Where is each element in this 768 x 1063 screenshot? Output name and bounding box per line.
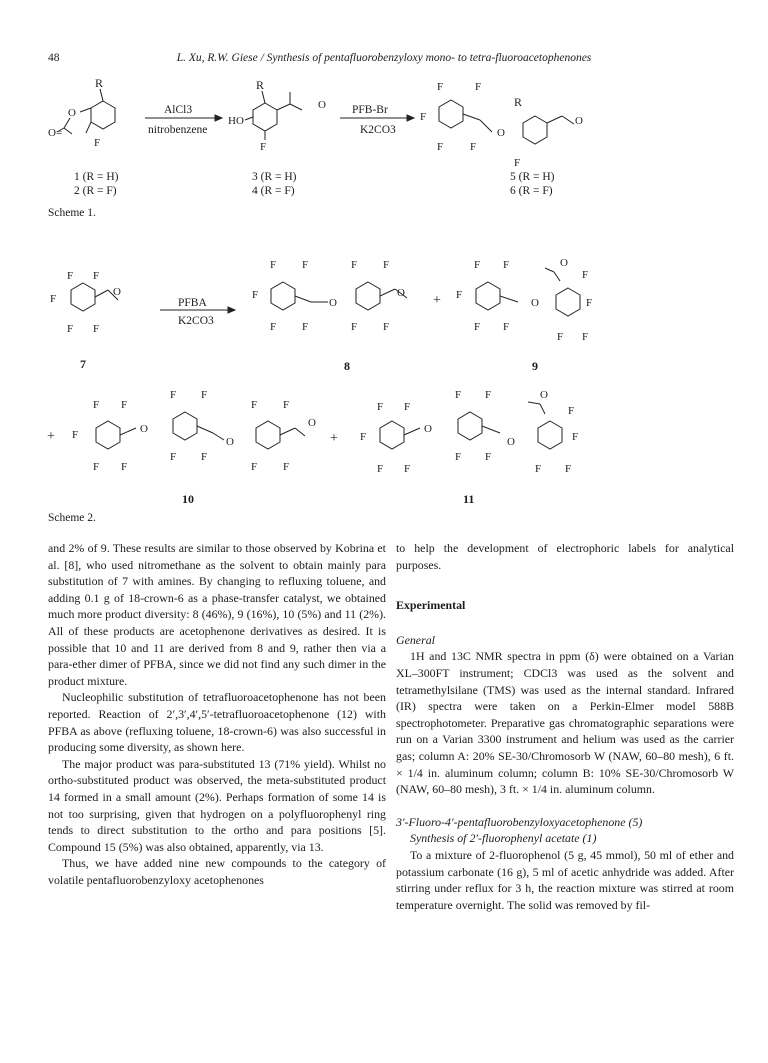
svg-text:F: F <box>474 259 481 271</box>
svg-text:F: F <box>475 81 482 93</box>
svg-text:O: O <box>507 436 515 448</box>
right-column <box>396 540 734 913</box>
svg-text:F: F <box>93 461 100 473</box>
svg-text:F: F <box>503 259 510 271</box>
svg-text:F: F <box>93 399 100 411</box>
svg-text:F: F <box>67 323 74 335</box>
compound-label-5-6: 5 (R = H) 6 (R = F) <box>510 171 555 197</box>
svg-text:F: F <box>283 399 290 411</box>
svg-text:F: F <box>201 451 208 463</box>
svg-text:R: R <box>256 78 265 92</box>
compound-10-structure <box>72 389 316 473</box>
svg-text:F: F <box>485 451 492 463</box>
svg-text:O: O <box>575 115 583 127</box>
svg-text:F: F <box>121 461 128 473</box>
svg-text:F: F <box>535 463 542 475</box>
svg-text:F: F <box>586 297 593 309</box>
compound-3-structure <box>228 78 326 153</box>
reaction-schemes <box>0 0 768 520</box>
svg-text:F: F <box>420 111 427 123</box>
compound-8-structure <box>252 259 407 333</box>
svg-text:F: F <box>377 401 384 413</box>
svg-text:HO: HO <box>228 115 244 127</box>
svg-text:F: F <box>93 323 100 335</box>
svg-text:F: F <box>568 405 575 417</box>
svg-text:O: O <box>226 436 234 448</box>
svg-text:F: F <box>201 389 208 401</box>
compound-heading: 3′-Fluoro-4′-pentafluorobenzyloxyacetophenone (5) <box>396 814 643 829</box>
svg-text:F: F <box>470 141 477 153</box>
svg-text:+: + <box>433 293 441 308</box>
svg-text:F: F <box>455 389 462 401</box>
paragraph: The major product was para-substituted 13 (71% yield). Whilst no ortho-substituted product was observed, the meta-substituted product 14 formed in a small amount (2%). Perhaps formation of some 14 is not too surprising, given that hydrogen on a polyfluorophenyl ring tends to direct substitution to the ortho and para positions [5]. Compound 15 (5%) was also obtained, apparently, via 13. <box>48 756 386 854</box>
svg-text:O: O <box>560 257 568 269</box>
scheme1-reagent1-top: AlCl3 <box>164 104 193 116</box>
scheme1-reagent2-top: PFB-Br <box>352 104 388 116</box>
svg-text:O: O <box>531 297 539 309</box>
page-number: 48 <box>48 52 60 64</box>
svg-text:F: F <box>437 81 444 93</box>
svg-text:O: O <box>113 286 121 298</box>
compound-label-7: 7 <box>80 357 86 371</box>
scheme1-reagent1-bottom: nitrobenzene <box>148 124 208 136</box>
svg-text:F: F <box>383 321 390 333</box>
svg-text:O: O <box>308 417 316 429</box>
svg-text:F: F <box>67 270 74 282</box>
paragraph: and 2% of 9. These results are similar to those observed by Kobrina et al. [8], who used nitromethane as the solvent to obtain mainly para substitution of 7 with amines. By changing to refluxing toluene, and adding 0.1 g of 18-crown-6 as a phase-transfer catalyst, we obtained much more product diversity: 8 (46%), 9 (16%), 10 (5%) and 11 (2%). All of these products are acetophenone derivatives as desired. It is possible that 10 and 11 are derived from 8 and 9, rather then via a para-ether dimer of PFBA, since we did not find any such dimer in the product mixture. <box>48 541 386 688</box>
svg-text:F: F <box>565 463 572 475</box>
svg-text:O: O <box>540 389 548 401</box>
running-head: L. Xu, R.W. Giese / Synthesis of pentafluorobenzyloxy mono- to tetra-fluoroacetophenones <box>176 52 592 64</box>
paragraph: Thus, we have added nine new compounds to the category of volatile pentafluorobenzyloxy acetophenones <box>48 856 386 887</box>
compound-label-9: 9 <box>532 359 538 373</box>
svg-text:F: F <box>351 321 358 333</box>
svg-text:F: F <box>557 331 564 343</box>
svg-text:O: O <box>329 297 337 309</box>
svg-text:F: F <box>377 463 384 475</box>
svg-text:F: F <box>404 401 411 413</box>
paragraph: to help the development of electrophoric labels for analytical purposes. <box>396 541 734 572</box>
compound-label-1-2: 1 (R = H) 2 (R = F) <box>74 171 119 197</box>
svg-text:F: F <box>121 399 128 411</box>
svg-text:F: F <box>302 259 309 271</box>
paragraph: To a mixture of 2-fluorophenol (5 g, 45 mmol), 50 ml of ether and potassium carbonate (16 g), 5 ml of acetic anhydride was added. After stirring under reflux for 3 h, the reaction mixture was stirred at room temperature overnight. The solid was removed by fil- <box>396 847 734 912</box>
svg-text:O: O <box>424 423 432 435</box>
svg-text:F: F <box>514 157 521 169</box>
paragraph: 1H and 13C NMR spectra in ppm (δ) were obtained on a Varian XL–300FT instrument; CDCl3 was used as the solvent and tetramethylsilane (TMS) was used as the internal standard. Infrared (IR) spectra were taken on a Perkin-Elmer model 588B spectrophotometer. Preparative gas chromatographic separations were run on a Varian 3300 instrument and helium was used as the carrier gas; column A: 20% SE-30/Chromosorb W (NAW, 60–80 mesh), 6 ft. × 1/4 in. aluminum column; column B: 10% SE-30/Chromosorb W (NAW, 60–80 mesh), 3 ft. × 1/4 in. aluminum column. <box>396 649 734 797</box>
subsection-heading-general: General <box>396 632 435 647</box>
scheme1-reagent2-bottom: K2CO3 <box>360 124 396 136</box>
compound-1-structure <box>48 76 115 149</box>
svg-text:O: O <box>318 99 326 111</box>
svg-text:F: F <box>251 399 258 411</box>
svg-text:O=: O= <box>48 127 63 139</box>
svg-text:F: F <box>582 269 589 281</box>
svg-text:F: F <box>302 321 309 333</box>
compound-label-3-4: 3 (R = H) 4 (R = F) <box>252 171 297 197</box>
svg-text:F: F <box>582 331 589 343</box>
svg-text:+: + <box>330 431 338 446</box>
scheme1-caption: Scheme 1. <box>48 207 96 219</box>
scheme2-caption: Scheme 2. <box>48 512 96 524</box>
compound-label-10: 10 <box>182 492 194 506</box>
svg-text:F: F <box>260 141 267 153</box>
compound-5-structure <box>420 81 583 169</box>
left-column <box>48 540 386 888</box>
svg-text:F: F <box>383 259 390 271</box>
svg-text:F: F <box>572 431 579 443</box>
svg-text:F: F <box>283 461 290 473</box>
svg-text:F: F <box>50 293 57 305</box>
section-heading-experimental: Experimental <box>396 598 466 613</box>
svg-text:O: O <box>68 107 76 119</box>
svg-text:F: F <box>170 451 177 463</box>
scheme2-reagent-bottom: K2CO3 <box>178 315 214 327</box>
svg-text:F: F <box>503 321 510 333</box>
svg-text:O: O <box>140 423 148 435</box>
svg-text:F: F <box>351 259 358 271</box>
compound-11-structure <box>360 389 578 475</box>
svg-text:F: F <box>93 270 100 282</box>
svg-text:R: R <box>514 95 523 109</box>
svg-text:F: F <box>72 429 79 441</box>
svg-text:F: F <box>404 463 411 475</box>
compound-label-8: 8 <box>344 359 350 373</box>
svg-text:+: + <box>47 429 55 444</box>
svg-text:O: O <box>397 287 405 299</box>
paragraph: Nucleophilic substitution of tetrafluoroacetophenone has not been reported. Reaction of 2′,3′,4′,5′-tetrafluoroacetophenone (12) with PFBA as above (refluxing toluene, 18-crown-6) was also successful in producing some diversity, as shown here. <box>48 690 386 755</box>
svg-text:F: F <box>270 321 277 333</box>
svg-text:F: F <box>360 431 367 443</box>
svg-text:F: F <box>170 389 177 401</box>
svg-text:F: F <box>437 141 444 153</box>
svg-text:F: F <box>251 461 258 473</box>
svg-text:F: F <box>456 289 463 301</box>
compound-7-structure <box>50 270 121 335</box>
svg-text:F: F <box>270 259 277 271</box>
svg-text:F: F <box>252 289 259 301</box>
svg-text:R: R <box>95 76 104 90</box>
svg-text:F: F <box>485 389 492 401</box>
svg-text:F: F <box>455 451 462 463</box>
compound-9-structure <box>456 257 592 343</box>
svg-text:O: O <box>497 127 505 139</box>
svg-text:F: F <box>94 137 101 149</box>
scheme2-reagent-top: PFBA <box>178 297 207 309</box>
synthesis-heading: Synthesis of 2′-fluorophenyl acetate (1) <box>410 831 597 846</box>
compound-label-11: 11 <box>463 492 475 506</box>
svg-text:F: F <box>474 321 481 333</box>
